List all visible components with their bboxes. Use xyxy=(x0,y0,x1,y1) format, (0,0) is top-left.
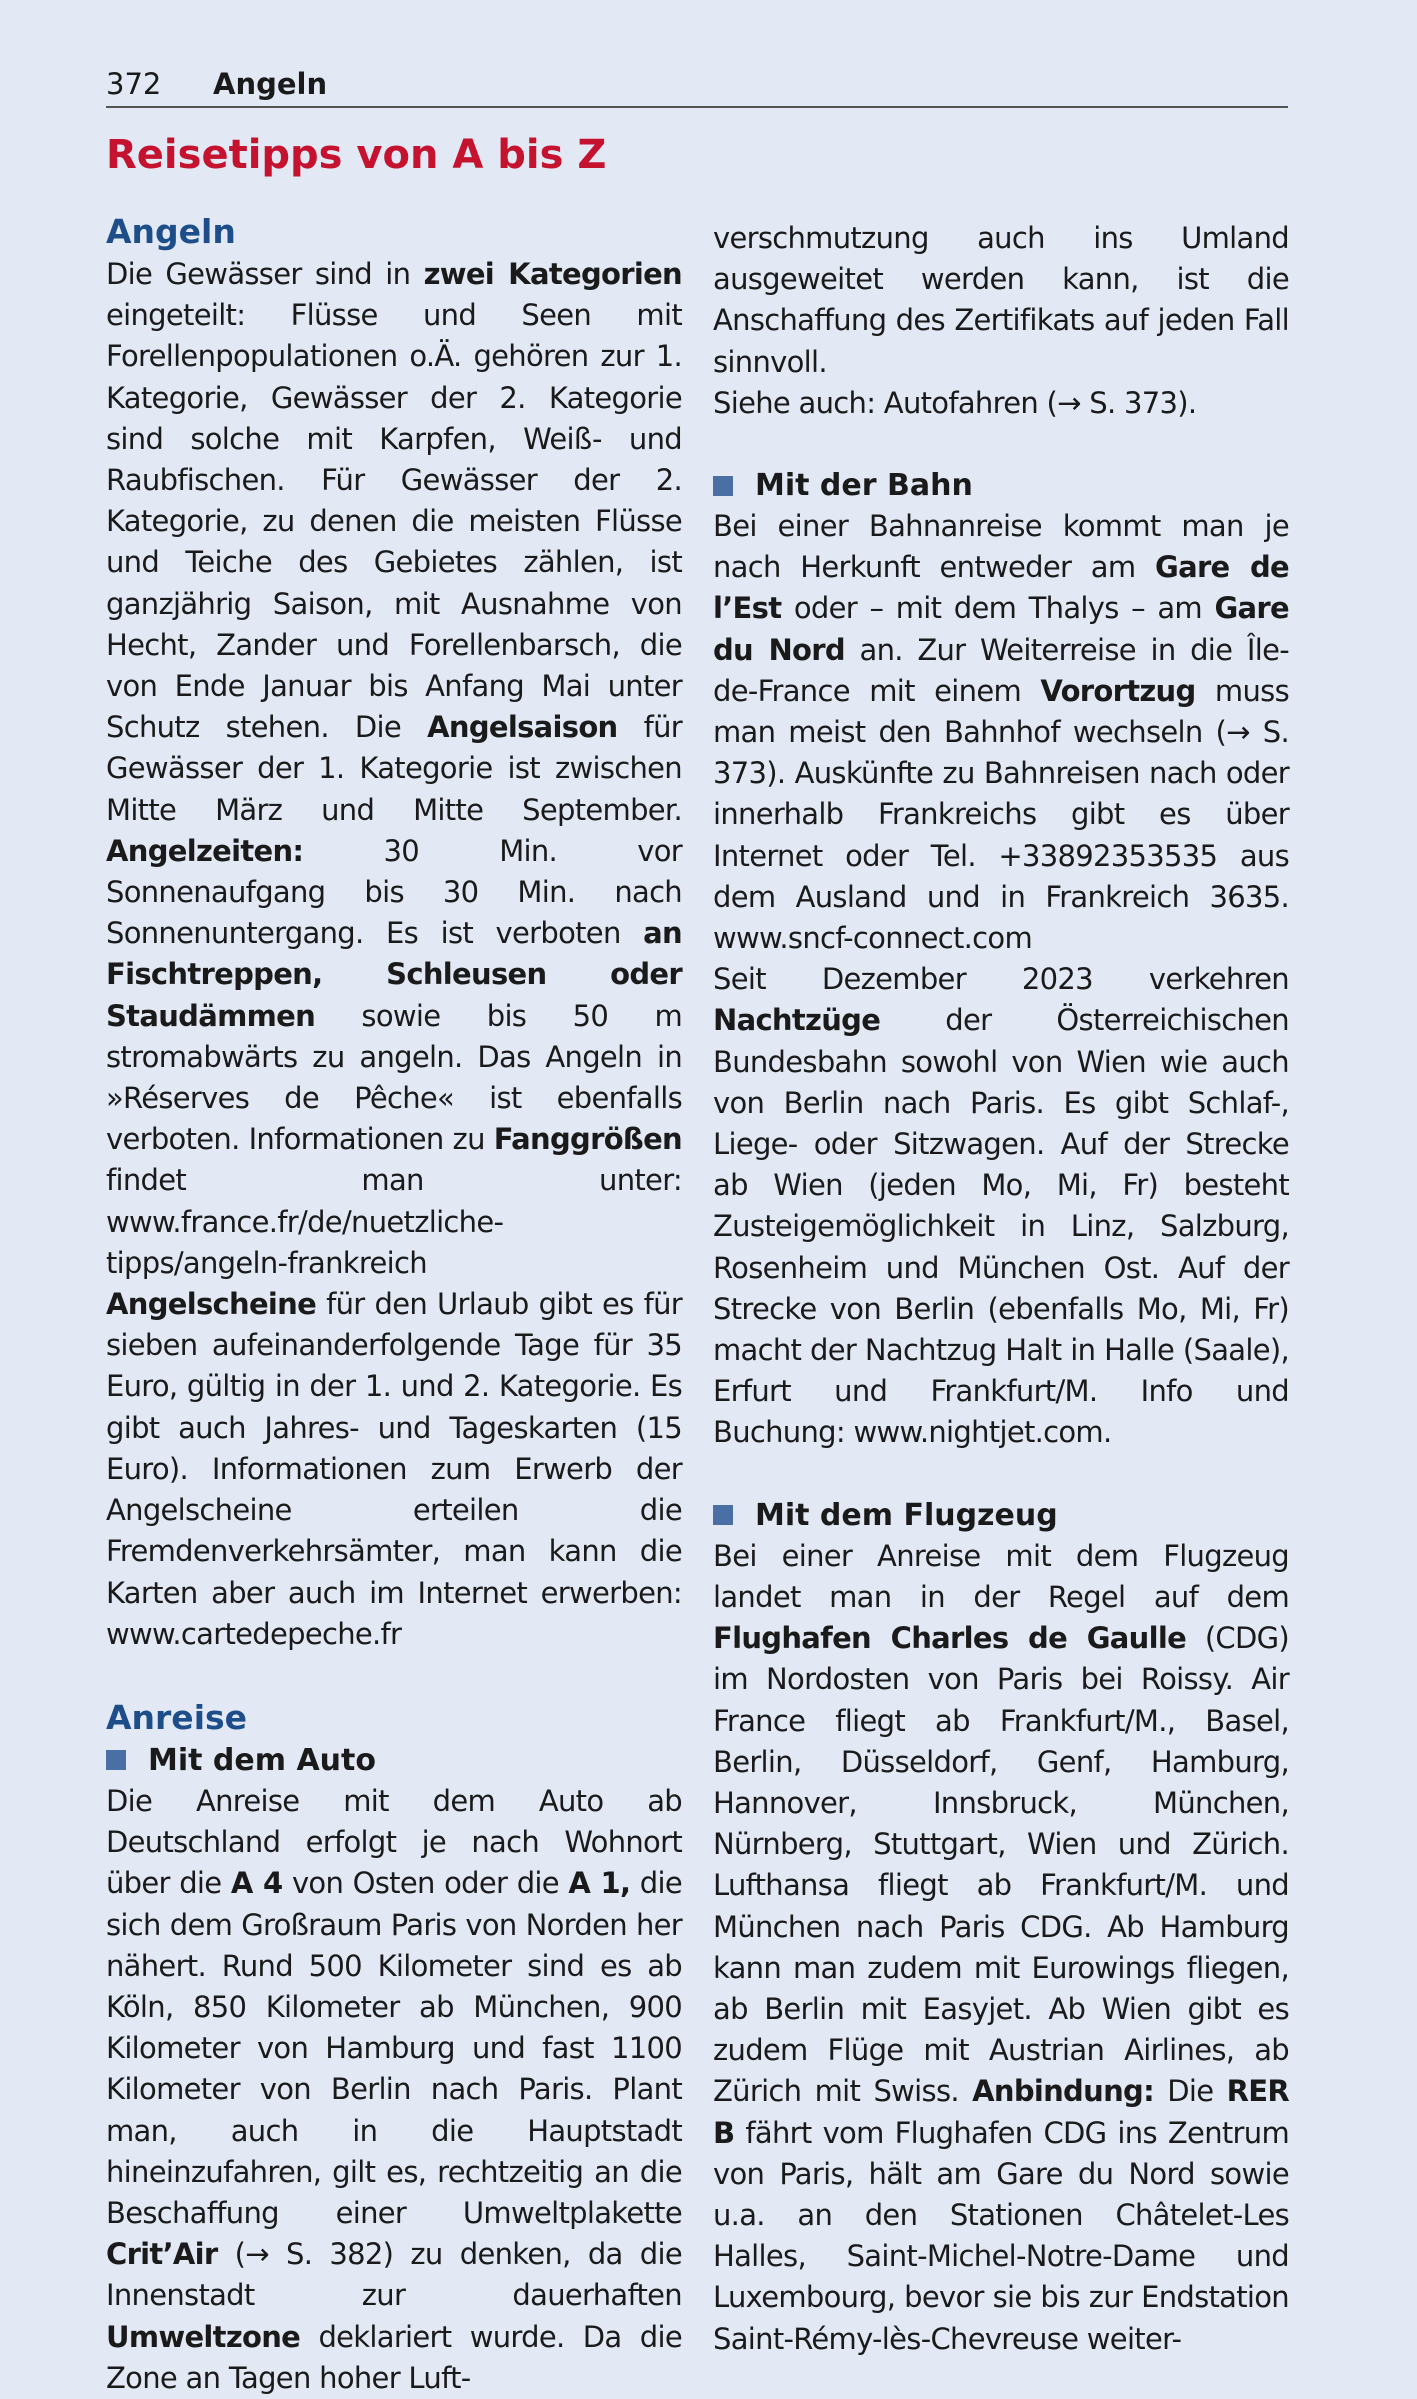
paragraph-angeln-1: Die Gewässer sind in zwei Kategorien eingeteilt: Flüsse und Seen mit Forellenpopulationen o.Ä. gehören zur 1. Kategorie, Gewässer der 2. Kategorie sind solche mit Karpfen, Weiß- und Raubfischen. Für Gewässer der 2. Kategorie, zu denen die meisten Flüsse und Teiche des Gebietes zählen, ist ganzjährig Saison, mit Ausnahme von Hecht, Zander und Forellenbarsch, die von Ende Januar bis Anfang Mai unter Schutz stehen. Die Angelsaison für Gewässer der 1. Kategorie ist zwischen Mitte März und Mitte September. Angelzeiten: 30 Min. vor Sonnenaufgang bis 30 Min. nach Sonnenuntergang. Es ist verboten an Fischtreppen, Schleusen oder Staudämmen sowie bis 50 m stromabwärts zu angeln. Das Angeln in »Réserves de Pêche« ist ebenfalls verboten. Informationen zu Fanggrößen findet man unter: www.france.fr/de/nuetzliche-tipps/angeln-frankreich xyxy=(106,257,682,1280)
section-heading-angeln: Angeln xyxy=(106,212,236,251)
paragraph-bahn-1: Bei einer Bahnanreise kommt man je nach Herkunft entweder am Gare de l’Est oder – mit dem Thalys – am Gare du Nord an. Zur Weiterreise in die Île-de-France mit einem Vorortzug muss man meist den Bahnhof wechseln (→ S. 373). Auskünfte zu Bahnreisen nach oder innerhalb Frankreichs gibt es über Internet oder Tel. +33892353535 aus dem Ausland und in Frankreich 3635. www.sncf-connect.com xyxy=(713,509,1289,956)
running-header xyxy=(106,62,1288,108)
square-bullet-icon xyxy=(713,1505,733,1525)
square-bullet-icon xyxy=(713,476,733,496)
paragraph-auto-continued: verschmutzung auch ins Umland ausgeweitet werden kann, ist die Anschaffung des Zertifikats auf jeden Fall sinnvoll. xyxy=(713,221,1289,379)
page-number: 372 xyxy=(106,67,162,101)
running-title: Angeln xyxy=(213,67,328,101)
paragraph-angeln-2: Angelscheine für den Urlaub gibt es für sieben aufeinanderfolgende Tage für 35 Euro, gültig in der 1. und 2. Kategorie. Es gibt auch Jahres- und Tageskarten (15 Euro). Informationen zum Erwerb der Angelscheine erteilen die Fremdenverkehrsämter, man kann die Karten aber auch im Internet erwerben: www.cartedepeche.fr xyxy=(106,1287,682,1651)
paragraph-flugzeug: Bei einer Anreise mit dem Flugzeug landet man in der Regel auf dem Flughafen Charles de Gaulle (CDG) im Nordosten von Paris bei Roissy. Air France fliegt ab Frankfurt/M., Basel, Berlin, Düsseldorf, Genf, Hamburg, Hannover, Innsbruck, München, Nürnberg, Stuttgart, Wien und Zürich. Lufthansa fliegt ab Frankfurt/M. und München nach Paris CDG. Ab Hamburg kann man zudem mit Eurowings fliegen, ab Berlin mit Easyjet. Ab Wien gibt es zudem Flüge mit Austrian Airlines, ab Zürich mit Swiss. Anbindung: Die RER B fährt vom Flughafen CDG ins Zentrum von Paris, hält am Gare du Nord sowie u.a. an den Stationen Châtelet-Les Halles, Saint-Michel-Notre-Dame und Luxembourg, bevor sie bis zur Endstation Saint-Rémy-lès-Chevreuse weiter- xyxy=(713,1538,1289,2356)
see-also-note: Siehe auch: Autofahren (→ S. 373). xyxy=(713,385,1197,420)
subheading-auto: Mit dem Auto xyxy=(106,1740,682,1781)
subheading-bahn: Mit der Bahn xyxy=(713,465,1289,506)
left-column xyxy=(106,210,682,2399)
square-bullet-icon xyxy=(106,1750,126,1770)
chapter-title: Reisetipps von A bis Z xyxy=(106,132,607,178)
subheading-flugzeug: Mit dem Flugzeug xyxy=(713,1495,1289,1536)
paragraph-bahn-2: Seit Dezember 2023 verkehren Nachtzüge der Österreichischen Bundesbahn sowohl von Wien wie auch von Berlin nach Paris. Es gibt Schlaf-, Liege- oder Sitzwagen. Auf der Strecke ab Wien (jeden Mo, Mi, Fr) besteht Zusteigemöglichkeit in Linz, Salzburg, Rosenheim und München Ost. Auf der Strecke von Berlin (ebenfalls Mo, Mi, Fr) macht der Nachtzug Halt in Halle (Saale), Erfurt und Frankfurt/M. Info und Buchung: www.nightjet.com. xyxy=(713,962,1289,1450)
right-column xyxy=(713,218,1289,2360)
paragraph-auto: Die Anreise mit dem Auto ab Deutschland erfolgt je nach Wohnort über die A 4 von Osten oder die A 1, die sich dem Großraum Paris von Norden her nähert. Rund 500 Kilometer sind es ab Köln, 850 Kilometer ab München, 900 Kilometer von Hamburg und fast 1100 Kilometer von Berlin nach Paris. Plant man, auch in die Hauptstadt hineinzufahren, gilt es, rechtzeitig an die Beschaffung einer Umweltplakette Crit’Air (→ S. 382) zu denken, da die Innenstadt zur dauerhaften Umweltzone deklariert wurde. Da die Zone an Tagen hoher Luft- xyxy=(106,1783,683,2395)
section-heading-anreise: Anreise xyxy=(106,1697,248,1737)
